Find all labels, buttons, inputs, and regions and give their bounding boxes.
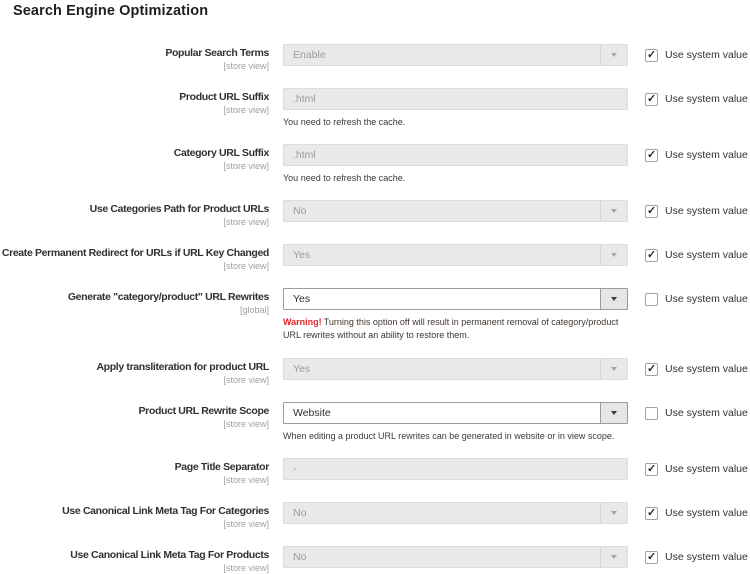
use-system-value-checkbox[interactable] (645, 205, 658, 218)
use-system-value-label[interactable]: Use system value (665, 293, 748, 305)
use-system-value (645, 44, 748, 66)
field-label: Product URL Suffix (179, 91, 269, 103)
field-label-block (13, 44, 269, 72)
chevron-down-icon (600, 547, 627, 567)
use-system-value-checkbox[interactable] (645, 407, 658, 420)
field-scope: [store view] (223, 419, 269, 429)
field-value: Yes (293, 293, 311, 305)
chevron-down-icon (600, 45, 627, 65)
settings-row (13, 144, 750, 184)
use-system-value-checkbox[interactable] (645, 293, 658, 306)
field-scope: [store view] (223, 375, 269, 385)
select-field (283, 244, 628, 266)
select-field (283, 358, 628, 380)
field-value: No (293, 205, 307, 217)
warning-text: Turning this option off will result in permanent removal of category/product URL rewrites without an ability to restore them. (283, 317, 619, 340)
select-field (283, 44, 628, 66)
field-control-block (283, 402, 628, 442)
field-label-block (13, 358, 269, 386)
settings-row (13, 502, 750, 530)
use-system-value (645, 502, 748, 524)
use-system-value-checkbox[interactable] (645, 249, 658, 262)
use-system-value (645, 200, 748, 222)
field-control-block (283, 502, 628, 524)
settings-row (13, 44, 750, 72)
field-scope: [store view] (223, 61, 269, 71)
use-system-value-label[interactable]: Use system value (665, 205, 748, 217)
settings-row (13, 288, 750, 342)
use-system-value-checkbox[interactable] (645, 507, 658, 520)
field-label: Use Categories Path for Product URLs (89, 203, 269, 215)
use-system-value-label[interactable]: Use system value (665, 249, 748, 261)
use-system-value-label[interactable]: Use system value (665, 551, 748, 563)
field-control-block (283, 288, 628, 342)
field-note: When editing a product URL rewrites can be generated in website or in view scope. (283, 431, 615, 441)
use-system-value (645, 358, 748, 380)
field-value: Enable (293, 49, 326, 61)
field-label-block (13, 402, 269, 430)
settings-row (13, 200, 750, 228)
use-system-value (645, 546, 748, 568)
field-control-block (283, 200, 628, 222)
select-field[interactable] (283, 288, 628, 310)
chevron-down-icon (600, 503, 627, 523)
chevron-down-icon (600, 289, 627, 309)
field-label-block (13, 88, 269, 116)
field-note: You need to refresh the cache. (283, 117, 406, 127)
use-system-value-checkbox[interactable] (645, 149, 658, 162)
use-system-value (645, 458, 748, 480)
use-system-value (645, 402, 748, 424)
use-system-value-label[interactable]: Use system value (665, 149, 748, 161)
chevron-down-icon (600, 359, 627, 379)
use-system-value (645, 88, 748, 110)
field-label-block (1, 244, 269, 272)
field-label: Popular Search Terms (165, 47, 269, 59)
field-label: Use Canonical Link Meta Tag For Categories (62, 505, 269, 517)
field-scope: [store view] (223, 261, 269, 271)
text-field (283, 144, 628, 166)
field-label: Create Permanent Redirect for URLs if URL Key Changed (1, 247, 269, 259)
field-scope: [store view] (223, 161, 269, 171)
field-control-block (283, 144, 628, 184)
field-value: No (293, 551, 307, 563)
select-field[interactable] (283, 402, 628, 424)
use-system-value-checkbox[interactable] (645, 49, 658, 62)
form-rows (1, 44, 750, 574)
text-field (283, 88, 628, 110)
field-label: Page Title Separator (174, 461, 269, 473)
use-system-value-label[interactable]: Use system value (665, 363, 748, 375)
use-system-value-label[interactable]: Use system value (665, 507, 748, 519)
field-value: Website (293, 407, 331, 419)
field-value: .html (293, 93, 316, 105)
field-value: Yes (293, 249, 311, 261)
field-control-block (283, 44, 628, 66)
use-system-value-checkbox[interactable] (645, 463, 658, 476)
field-control-block (283, 546, 628, 568)
select-field (283, 200, 628, 222)
field-label-block (13, 288, 269, 316)
field-control-block (283, 88, 628, 128)
field-label-block (13, 458, 269, 486)
field-control-block (283, 458, 628, 480)
field-label: Product URL Rewrite Scope (138, 405, 269, 417)
use-system-value-label[interactable]: Use system value (665, 49, 748, 61)
warning-label: Warning! (283, 317, 322, 327)
field-control-block (283, 358, 628, 380)
text-field (283, 458, 628, 480)
field-scope: [global] (239, 305, 269, 315)
settings-row (1, 244, 750, 272)
chevron-down-icon (600, 245, 627, 265)
use-system-value (645, 144, 748, 166)
field-value: Yes (293, 363, 311, 375)
settings-row (13, 402, 750, 442)
select-field (283, 502, 628, 524)
field-note: You need to refresh the cache. (283, 173, 406, 183)
field-scope: [store view] (223, 217, 269, 227)
field-label-block (13, 200, 269, 228)
field-label: Apply transliteration for product URL (96, 361, 269, 373)
settings-row (13, 546, 750, 574)
select-field (283, 546, 628, 568)
field-warning (283, 316, 628, 342)
field-scope: [store view] (223, 519, 269, 529)
settings-row (13, 458, 750, 486)
field-label-block (13, 144, 269, 172)
use-system-value-label[interactable]: Use system value (665, 407, 748, 419)
field-label: Category URL Suffix (173, 147, 269, 159)
field-label: Generate "category/product" URL Rewrites (67, 291, 269, 303)
field-label-block (13, 546, 269, 574)
field-value: .html (293, 149, 316, 161)
field-value: - (293, 463, 297, 475)
settings-row (13, 88, 750, 128)
chevron-down-icon (600, 403, 627, 423)
use-system-value (645, 288, 748, 310)
field-scope: [store view] (223, 105, 269, 115)
field-scope: [store view] (223, 475, 269, 485)
use-system-value-checkbox[interactable] (645, 363, 658, 376)
field-label-block (13, 502, 269, 530)
field-control-block (283, 244, 628, 266)
use-system-value-label[interactable]: Use system value (665, 463, 748, 475)
use-system-value (645, 244, 748, 266)
settings-row (13, 358, 750, 386)
field-label: Use Canonical Link Meta Tag For Products (70, 549, 269, 561)
use-system-value-checkbox[interactable] (645, 551, 658, 564)
chevron-down-icon (600, 201, 627, 221)
field-scope: [store view] (223, 563, 269, 573)
use-system-value-checkbox[interactable] (645, 93, 658, 106)
use-system-value-label[interactable]: Use system value (665, 93, 748, 105)
field-value: No (293, 507, 307, 519)
page-title: Search Engine Optimization (13, 3, 209, 19)
